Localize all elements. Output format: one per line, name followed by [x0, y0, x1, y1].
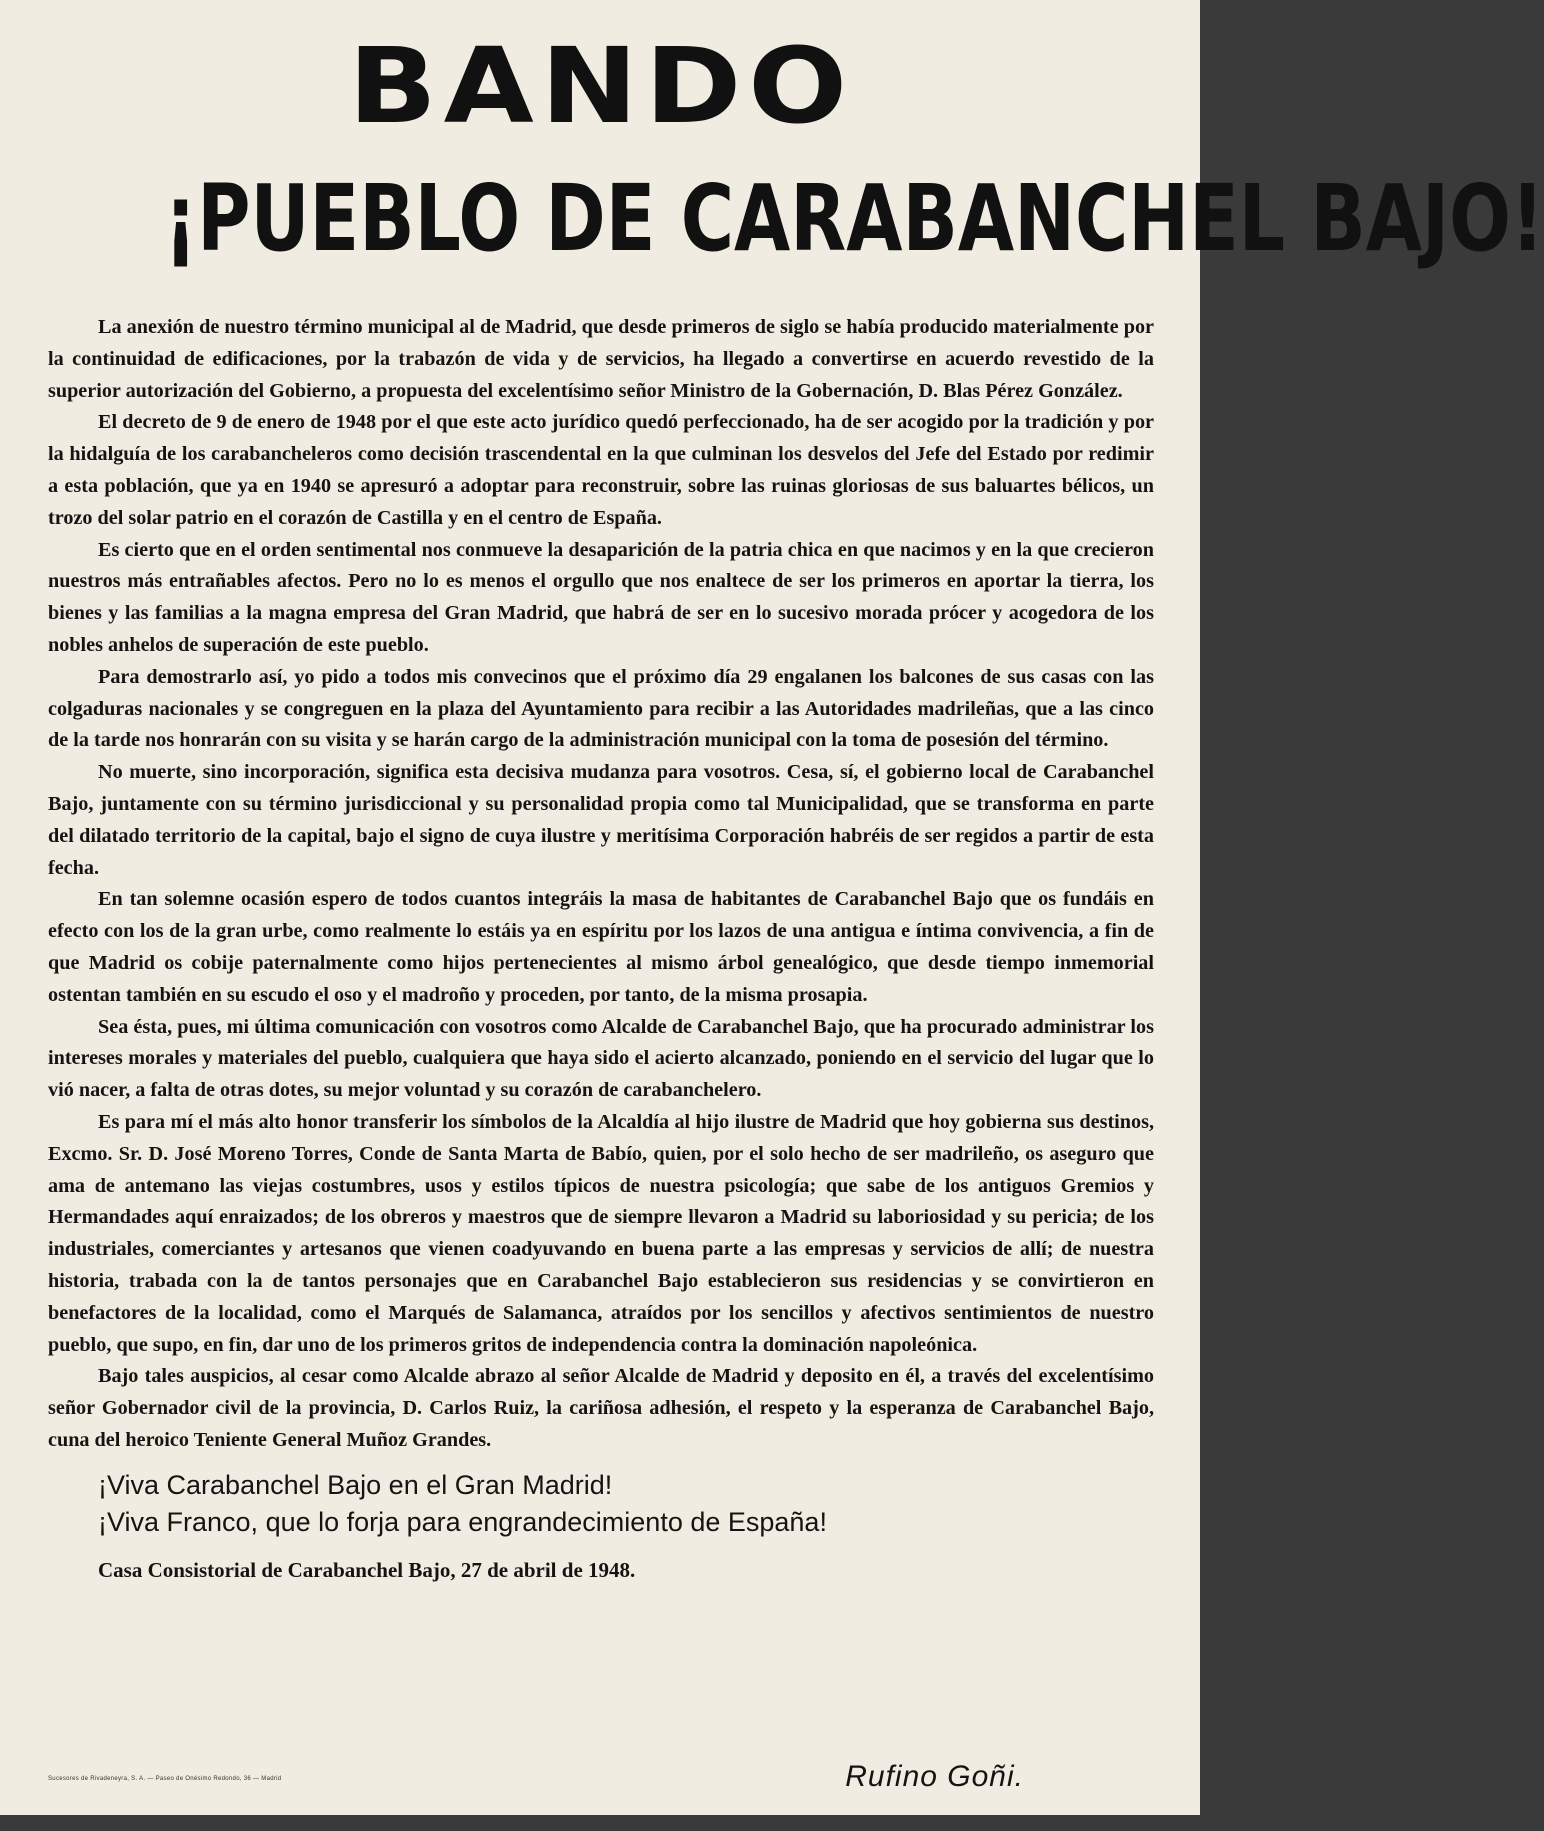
footer-row — [48, 1760, 1154, 1800]
paragraph: La anexión de nuestro término municipal al de Madrid, que desde primeros de siglo se había producido materialmente por la continuidad de edificaciones, por la trabazón de vida y de servicios, ha llegado a convertirse en acuerdo revestido de la superior autorización del Gobierno, a propuesta del excelentísimo señor Ministro de la Gobernación, D. Blas Pérez González. — [48, 316, 1154, 402]
vivas-block — [98, 1467, 1154, 1541]
paragraph: En tan solemne ocasión espero de todos cuantos integráis la masa de habitantes de Carabanchel Bajo que os fundáis en efecto con los de la gran urbe, como realmente lo estáis ya en espíritu por los lazos de una antigua e íntima convivencia, a fin de que Madrid os cobije paternalmente como hijos pertenecientes al mismo árbol genealógico, que desde tiempo inmemorial ostentan también en su escudo el oso y el madroño y proceden, por tanto, de la misma prosapia. — [48, 888, 1154, 1006]
poster-title: BANDO — [348, 25, 854, 147]
viva-line: ¡Viva Franco, que lo forja para engrandecimiento de España! — [98, 1506, 827, 1537]
poster-subtitle: ¡PUEBLO DE CARABANCHEL BAJO! — [164, 165, 1544, 272]
paragraph: El decreto de 9 de enero de 1948 por el que este acto jurídico quedó perfeccionado, ha de ser acogido por la tradición y por la hidalguía de los carabancheleros como decisión trascendental en la que culminan los desvelos del Jefe del Estado por redimir a esta población, que ya en 1940 se apresuró a adoptar para reconstruir, sobre las ruinas gloriosas de sus baluartes bélicos, un trozo del solar patrio en el corazón de Castilla y en el centro de España. — [48, 411, 1154, 529]
paragraph: Es para mí el más alto honor transferir los símbolos de la Alcaldía al hijo ilustre de Madrid que hoy gobierna sus destinos, Excmo. Sr. D. José Moreno Torres, Conde de Santa Marta de Babío, quien, por el solo hecho de ser madrileño, os aseguro que ama de antemano las viejas costumbres, usos y estilos típicos de nuestra psicología; que sabe de los antiguos Gremios y Hermandades aquí enraizados; de los obreros y maestros que de siempre llevaron a Madrid su laboriosidad y su pericia; de los industriales, comerciantes y artesanos que vienen coadyuvando en buena parte a las empresas y servicios de allí; de nuestra historia, trabada con la de tantos personajes que en Carabanchel Bajo establecieron sus residencias y se convirtieron en benefactores de la localidad, como el Marqués de Salamanca, atraídos por los sencillos y afectivos sentimientos de nuestro pueblo, que supo, en fin, dar uno de los primeros gritos de independencia contra la dominación napoleónica. — [48, 1110, 1154, 1356]
paragraph: Es cierto que en el orden sentimental nos conmueve la desaparición de la patria chica en que nacimos y en la que crecieron nuestros más entrañables afectos. Pero no lo es menos el orgullo que nos enaltece de ser los primeros en aportar la tierra, los bienes y las familias a la magna empresa del Gran Madrid, que habrá de ser en lo sucesivo morada prócer y acogedora de los nobles anhelos de superación de este pueblo. — [48, 538, 1154, 656]
paragraph: No muerte, sino incorporación, significa esta decisiva mudanza para vosotros. Cesa, sí, el gobierno local de Carabanchel Bajo, juntamente con su término jurisdiccional y su personalidad propia como tal Municipalidad, que se transforma en parte del dilatado territorio de la capital, bajo el signo de cuya ilustre y meritísima Corporación habréis de ser regidos a partir de esta fecha. — [48, 761, 1154, 879]
printer-imprint: Sucesores de Rivadeneyra, S. A. — Paseo de Onésimo Redondo, 36 — Madrid — [48, 1776, 282, 1782]
paragraph: Bajo tales auspicios, al cesar como Alcalde abrazo al señor Alcalde de Madrid y deposito en él, a través del excelentísimo señor Gobernador civil de la provincia, D. Carlos Ruiz, la cariñosa adhesión, el respeto y la esperanza de Carabanchel Bajo, cuna del heroico Teniente General Muñoz Grandes. — [48, 1365, 1154, 1451]
paragraph: Para demostrarlo así, yo pido a todos mis convecinos que el próximo día 29 engalanen los balcones de sus casas con las colgaduras nacionales y se congreguen en la plaza del Ayuntamiento para recibir a las Autoridades madrileñas, que a las cinco de la tarde nos honrarán con su visita y se harán cargo de la administración municipal con la toma de posesión del término. — [48, 665, 1154, 752]
proclamation-body — [48, 312, 1154, 1457]
mayor-signature: Rufino Goñi. — [845, 1760, 1024, 1793]
paragraph: Sea ésta, pues, mi última comunicación con vosotros como Alcalde de Carabanchel Bajo, que ha procurado administrar los intereses morales y materiales del pueblo, cualquiera que haya sido el acierto alcanzado, poniendo en el servicio del lugar que lo vió nacer, a falta de otras dotes, su mejor voluntad y su corazón de carabanchelero. — [48, 1015, 1154, 1102]
date-line: Casa Consistorial de Carabanchel Bajo, 27 de abril de 1948. — [98, 1557, 636, 1582]
viva-line: ¡Viva Carabanchel Bajo en el Gran Madrid! — [98, 1469, 613, 1500]
